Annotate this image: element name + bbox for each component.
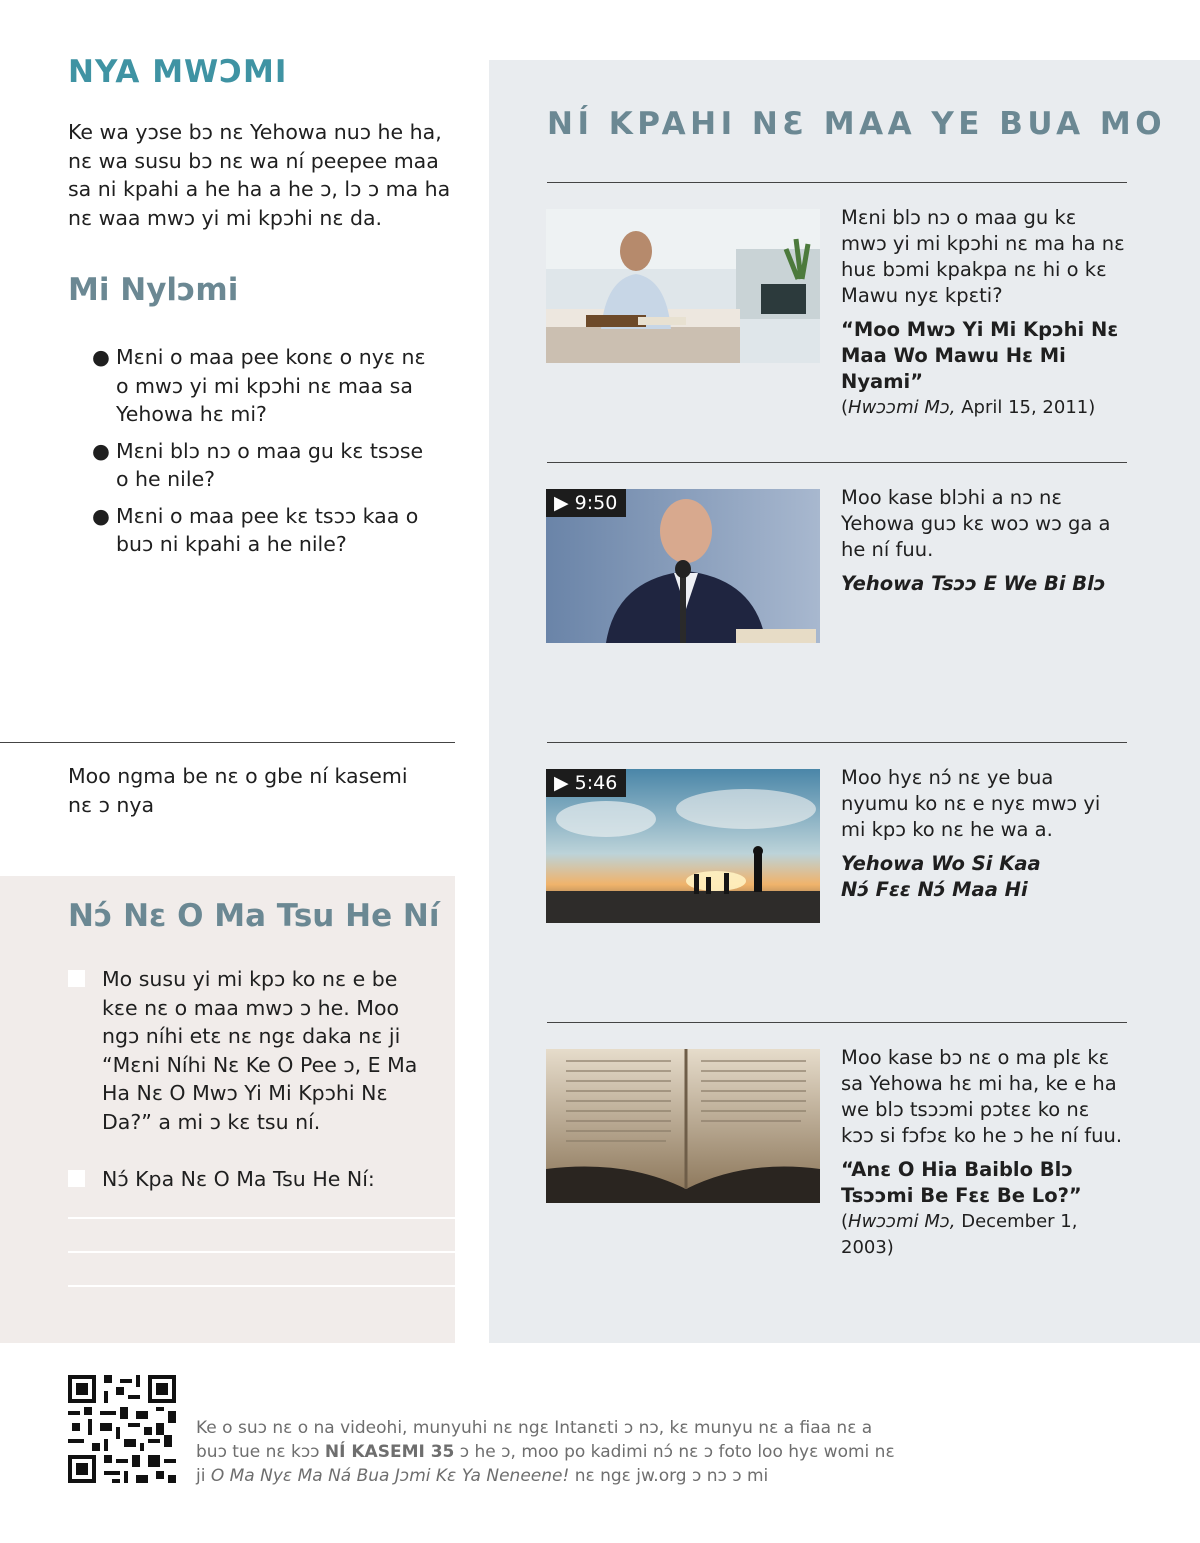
divider — [547, 462, 1127, 463]
video-title[interactable]: Yehowa Tsɔɔ E We Bi Blɔ — [841, 572, 1106, 595]
explore-heading: NÍ KPAHI NƐ MAA YE BUA MO — [547, 106, 1167, 142]
summary-text: Ke wa yɔse bɔ nɛ Yehowa nuɔ he ha, nɛ wa susu bɔ nɛ wa ní peepee maa sa ni kpahi a he ha a he ɔ, lɔ ɔ ma ha nɛ waa mwɔ yi mi kpɔhi nɛ da. — [68, 120, 451, 230]
divider — [0, 742, 455, 743]
qr-code-icon[interactable] — [68, 1375, 176, 1483]
article-title[interactable]: “Anɛ O Hia Baiblo Blɔ Tsɔɔmi Be Fɛɛ Be Lo?” — [841, 1158, 1082, 1207]
goals-heading: Nɔ́ Nɛ O Ma Tsu He Ní — [68, 898, 440, 934]
checkbox[interactable] — [68, 1170, 85, 1187]
footer-text: Ke o suɔ nɛ o na videohi, munyuhi nɛ ngɛ Intanɛti ɔ nɔ, kɛ munyu nɛ a fiaa nɛ a buɔ tue nɛ kɔɔ NÍ KASEMI 35 ɔ he ɔ, moo po kadimi nɔ́ nɛ ɔ foto loo hyɛ womi nɛ ji O Ma Nyɛ Ma Ná Bua Jɔmi Kɛ Ya Neneene! nɛ ngɛ jw.org ɔ nɔ ɔ mi — [196, 1418, 895, 1486]
video-question: Moo kase blɔhi a nɔ nɛ Yehowa guɔ kɛ woɔ wɔ ga a he ní fuu. — [841, 486, 1111, 561]
bullet-icon: ● — [92, 503, 110, 528]
goal-item-other — [68, 1165, 428, 1194]
goal-text: Mo susu yi mi kpɔ ko nɛ e be kɛe nɛ o maa mwɔ ɔ he. Moo ngɔ níhi etɛ nɛ ngɛ daka nɛ ji “Mɛni Níhi Nɛ Ke O Pee ɔ, E Ma Ha Nɛ O Mwɔ Yi Mi Kpɔhi Nɛ Da?” a mi ɔ kɛ tsu ní. — [102, 967, 418, 1134]
article-info — [841, 205, 1127, 421]
divider — [547, 742, 1127, 743]
divider — [547, 182, 1127, 183]
bullet-icon: ● — [92, 345, 110, 369]
article-source: (Hwɔɔmi Mɔ, April 15, 2011) — [841, 397, 1096, 418]
review-item: ● Mɛni o maa pee kɛ tsɔɔ kaa o buɔ ni kpahi a he nile? — [92, 503, 419, 556]
article-title[interactable]: “Moo Mwɔ Yi Mi Kpɔhi Nɛ Maa Wo Mawu Hɛ Mi Nyami” — [841, 318, 1119, 393]
video-thumbnail[interactable] — [546, 489, 820, 643]
checkbox[interactable] — [68, 970, 85, 987]
divider — [547, 1022, 1127, 1023]
video-duration: ▶ 9:50 — [546, 489, 626, 517]
writing-line[interactable] — [68, 1251, 455, 1253]
review-item: ● Mɛni o maa pee konɛ o nyɛ nɛ o mwɔ yi mi kpɔhi nɛ maa sa Yehowa hɛ mi? — [92, 345, 426, 426]
writing-line[interactable] — [68, 1285, 455, 1287]
bullet-icon: ● — [92, 438, 110, 463]
video-duration: ▶ 5:46 — [546, 769, 626, 797]
article-question: Moo kase bɔ nɛ o ma plɛ kɛ sa Yehowa hɛ mi ha, ke e ha we blɔ tsɔɔmi pɔtɛɛ ko nɛ kɔɔ si fɔfɔɛ ko he ɔ he ní fuu. — [841, 1046, 1123, 1147]
goal-text: Nɔ́ Kpa Nɛ O Ma Tsu He Ní: — [102, 1167, 375, 1191]
video-info — [841, 765, 1127, 903]
writing-line[interactable] — [68, 1217, 455, 1219]
article-thumbnail[interactable] — [546, 209, 820, 363]
goal-item — [68, 965, 428, 1136]
article-question: Mɛni blɔ nɔ o maa gu kɛ mwɔ yi mi kpɔhi nɛ ma ha nɛ huɛ bɔmi kpakpa nɛ hi o kɛ Mawu nyɛ kpɛti? — [841, 206, 1125, 307]
article-thumbnail[interactable] — [546, 1049, 820, 1203]
video-thumbnail[interactable] — [546, 769, 820, 923]
review-heading: Mi Nylɔmi — [68, 272, 239, 308]
review-item: ● Mɛni blɔ nɔ o maa gu kɛ tsɔse o he nile? — [92, 438, 424, 491]
video-title[interactable]: Yehowa Wo Si Kaa Nɔ́ Fɛɛ Nɔ́ Maa Hi — [841, 852, 1041, 901]
completion-note: Moo ngma be nɛ o gbe ní kasemi nɛ ɔ nya — [68, 764, 408, 817]
article-source: (Hwɔɔmi Mɔ, December 1, 2003) — [841, 1211, 1078, 1258]
review-list — [92, 343, 432, 567]
article-info — [841, 1045, 1127, 1261]
video-info — [841, 485, 1127, 597]
video-question: Moo hyɛ nɔ́ nɛ ye bua nyumu ko nɛ e nyɛ mwɔ yi mi kpɔ ko nɛ he wa a. — [841, 766, 1101, 841]
summary-heading: NYA MWƆMI — [68, 54, 288, 90]
